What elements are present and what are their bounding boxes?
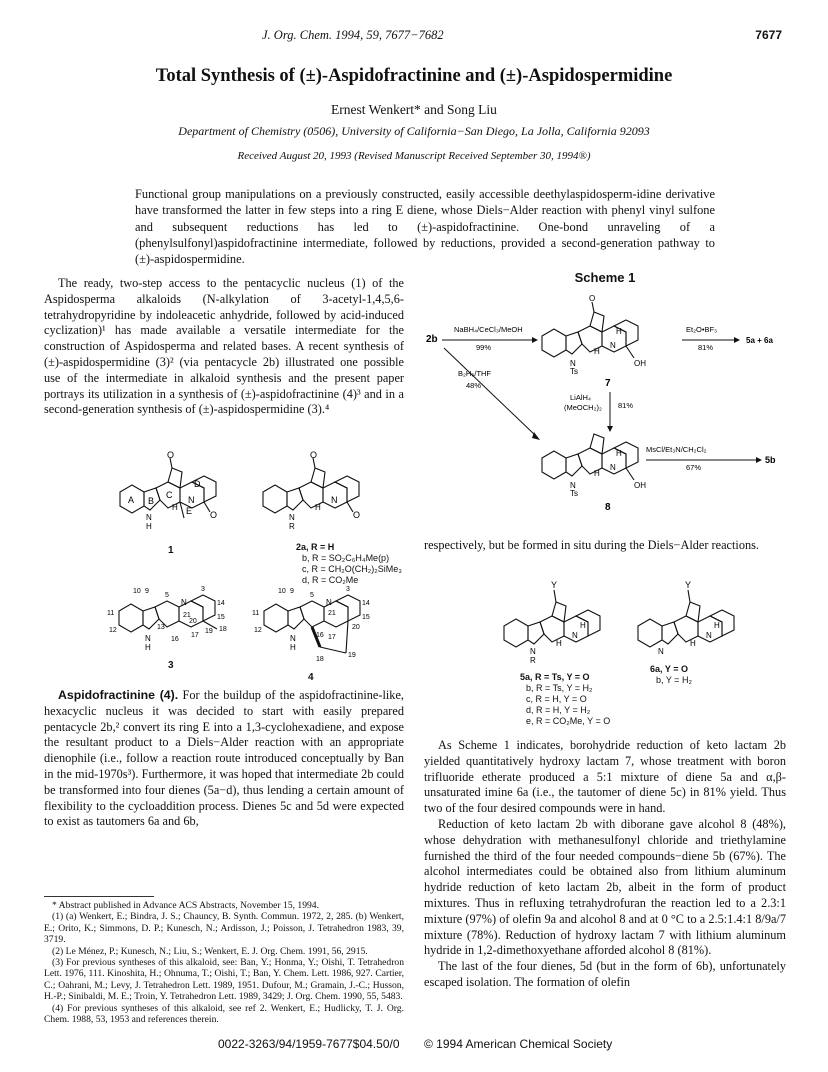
scheme-title: Scheme 1	[574, 270, 636, 285]
arrow4-reagent-2: (MeOCH₂)₂	[564, 403, 602, 412]
svg-text:18: 18	[219, 626, 227, 633]
svg-text:21: 21	[328, 610, 336, 617]
svg-text:N: N	[572, 631, 578, 640]
svg-text:R: R	[289, 522, 295, 531]
footnote-2: (2) Le Ménez, P.; Kunesch, N.; Liu, S.; Wenkert, E. J. Org. Chem. 1991, 56, 2915.	[52, 945, 368, 957]
label-compound-5: 5a, R = Ts, Y = O	[520, 672, 590, 682]
structure-2	[255, 452, 375, 542]
variant-2b: b, R = SO₂C₆H₄Me(p)	[302, 553, 390, 563]
arrow2-product: 5a + 6a	[746, 336, 773, 345]
svg-text:N: N	[146, 513, 152, 522]
svg-text:H: H	[172, 503, 178, 512]
svg-text:N: N	[290, 634, 296, 643]
arrow2-yield: 81%	[698, 343, 714, 352]
structure-3	[105, 585, 245, 660]
label-compound-3: 3	[168, 660, 174, 671]
svg-text:16: 16	[316, 632, 324, 639]
variant-5e: e, R = CO₂Me, Y = O	[526, 716, 611, 726]
svg-text:O: O	[589, 294, 596, 303]
label-compound-7: 7	[605, 378, 611, 389]
svg-text:16: 16	[171, 636, 179, 643]
svg-text:18: 18	[316, 656, 324, 663]
compound-6-variants	[650, 664, 750, 686]
oh-8: OH	[634, 481, 646, 490]
svg-text:N: N	[570, 359, 576, 368]
svg-text:Y: Y	[685, 580, 692, 590]
aspidofractinine-section	[44, 688, 404, 830]
structure-5	[498, 582, 608, 672]
arrow1-reagent: NaBH₄/CeCl₃/MeOH	[454, 325, 523, 334]
svg-text:A: A	[128, 495, 135, 505]
svg-text:N: N	[145, 634, 151, 643]
svg-text:E: E	[186, 506, 193, 516]
svg-text:20: 20	[189, 618, 197, 625]
svg-text:N: N	[188, 495, 195, 505]
structure-8	[542, 434, 638, 480]
arrow4-yield: 81%	[618, 401, 634, 410]
received-dates: Received August 20, 1993 (Revised Manuscript Received September 30, 1994®)	[237, 150, 591, 162]
intro-paragraph	[44, 276, 404, 418]
svg-text:21: 21	[183, 612, 191, 619]
svg-text:N: N	[610, 341, 616, 350]
svg-text:3: 3	[201, 586, 205, 593]
svg-text:C: C	[166, 490, 173, 500]
footnote-3: (3) For previous syntheses of this alkaloid, see: Ban, Y.; Honma, Y.; Oishi, T. Tetrahedron Lett. 1976, 111. Kinoshita, H.; Ohnuma, T.; Oishi, T.; Ban, Y. Chem. Lett. 1986, 927. Cartier, C.; Oahrani, M.; Levy, J. Tetrahedron Lett. 1989, 1951. Dufour, M.; Gramain, J.-C.; Husson, H.-P.; Sinibaldi, M. E.; Troin, Y. Tetrahedron Lett. 1989, 3429; J. Org. Chem. 1990, 55, 5483.	[44, 957, 404, 1003]
svg-text:17: 17	[191, 632, 199, 639]
svg-text:N: N	[530, 647, 536, 656]
svg-text:N: N	[658, 647, 664, 656]
svg-text:12: 12	[109, 627, 117, 634]
copyright: © 1994 American Chemical Society	[424, 1037, 613, 1051]
svg-text:12: 12	[254, 627, 262, 634]
svg-text:19: 19	[205, 628, 213, 635]
svg-text:H: H	[616, 327, 622, 336]
svg-text:20: 20	[352, 624, 360, 631]
svg-text:N: N	[181, 598, 187, 607]
svg-text:5: 5	[165, 592, 169, 599]
svg-text:10: 10	[133, 588, 141, 595]
svg-text:H: H	[145, 643, 151, 652]
compound-2-variants	[296, 542, 406, 586]
intro-text: The ready, two-step access to the pentacyclic nucleus (1) of the Aspidosperma alkaloids (N-alkylation of 3-acetyl-1,4,5,6-tetrahydropyridine by indoleacetic anhydride, followed by acid-induced cyclization)¹ has made available a versatile intermediate for the construction of Aspidosperma and related bases. A recent synthesis of (±)-aspidospermidine (3)² (via pentacycle 2b) illustrated one possible use of the intermediate in alkaloid synthesis and the present paper portrays its utilization in a synthesis of (±)-aspidofractinine (4)³ and in a second-generation synthesis of (±)-aspidospermidine (3).⁴	[44, 276, 404, 417]
footnote-1: (1) (a) Wenkert, E.; Bindra, J. S.; Chauncy, B. Synth. Commun. 1972, 2, 285. (b) Wenkert, E.; Orito, K.; Simmons, D. P.; Kunesch, N.; Ardisson, J.; Poisson, J. Tetrahedron 1983, 39, 3719.	[44, 911, 404, 946]
svg-text:11: 11	[107, 610, 115, 617]
variant-5c: c, R = H, Y = O	[526, 694, 587, 704]
svg-text:H: H	[594, 469, 600, 478]
svg-text:H: H	[146, 522, 152, 531]
svg-text:N: N	[610, 463, 616, 472]
svg-text:11: 11	[252, 610, 260, 617]
svg-text:O: O	[310, 450, 318, 460]
svg-text:10: 10	[278, 588, 286, 595]
journal-citation: J. Org. Chem. 1994, 59, 7677−7682	[262, 28, 444, 42]
svg-text:H: H	[714, 621, 720, 630]
svg-text:3: 3	[346, 586, 350, 593]
svg-text:19: 19	[348, 652, 356, 659]
paragraph-last-diene: The last of the four dienes, 5d (but in the form of 6b), unfortunately escaped isolation. The formation of olefin	[424, 959, 786, 989]
svg-text:H: H	[315, 503, 321, 512]
svg-text:R: R	[530, 656, 536, 665]
svg-text:O: O	[353, 510, 361, 520]
structure-6	[632, 582, 742, 662]
paragraph-reduction: Reduction of keto lactam 2b with diborane gave alcohol 8 (48%), whose dehydration with methanesulfonyl chloride and triethylamine furnished the third of the four needed compounds−diene 5b (67%). The alcohol intermediates could be obtained also from lithium aluminum hydride reduction of keto lactam 2b, albeit in the form of product mixtures. Thus in refluxing tetrahydrofuran the reaction led to a 2.3:1 mixture (97%) of olefin 9a and alcohol 8 and at 0 °C to a 2.5:1.4:1 8/9a/7 mixture (78%). Reduction of hydroxy lactam 7 with lithium aluminum hydride in 1,2-dimethoxyethane afforded alcohol 8 (81%).	[424, 816, 786, 958]
variant-6b: b, Y = H₂	[656, 675, 692, 685]
svg-text:13: 13	[157, 624, 165, 631]
svg-text:B: B	[148, 496, 155, 506]
svg-text:14: 14	[362, 600, 370, 607]
arrow5-reagent: MsCl/Et₃N/CH₂Cl₂	[646, 445, 707, 454]
label-compound-4: 4	[308, 672, 314, 683]
variant-5b: b, R = Ts, Y = H₂	[526, 683, 593, 693]
svg-text:N: N	[289, 513, 295, 522]
arrow1-yield: 99%	[476, 343, 492, 352]
svg-text:17: 17	[328, 634, 336, 641]
section-body: For the buildup of the aspidofractinine-like, hexacyclic nucleus it was decided to start with easily prepared pentacycle 2b,² convert its ring E into a 1,3-cyclohexadiene, and expose the resultant product to a Diels−Alder reaction with an appropriate dienophile (i.e., follow a reaction route introduced conceptually by Ban in the mid-1970s³). Furthermore, it was hoped that intermediate 2b could be transformed into four dienes (5a−d), thus lending a certain amount of flexibility to the cycloaddition process. Dienes 5c and 5d were expected to exist as tautomers 6a and 6b,	[44, 688, 404, 829]
abstract: Functional group manipulations on a previously constructed, easily accessible deethylaspidosperm-idine derivative have transformed the latter in few steps into a ring E diene, whose Diels−Alder reaction with phenyl vinyl sulfone and subsequent reductions has led to (±)-aspidofractinine. One-bond unraveling of a (phenylsulfonyl)aspidofractinine intermediate, followed by reductions, provided a second-generation pathway to (±)-aspidospermidine.	[135, 187, 715, 267]
oh-7: OH	[634, 359, 646, 368]
ts-8: Ts	[570, 489, 578, 498]
arrow4-reagent-1: LiAlH₄	[570, 393, 591, 402]
footnotes	[44, 900, 404, 1025]
footnote-4: (4) For previous syntheses of this alkaloid, see ref 2. Wenkert, E.; Hudlicky, T. J. Org. Chem. 1988, 53, 1953 and references therein.	[44, 1002, 404, 1026]
section-heading: Aspidofractinine (4).	[58, 688, 179, 702]
label-compound-8: 8	[605, 502, 611, 513]
arrow3-yield: 48%	[466, 381, 482, 390]
variant-2c: c, R = CH₂O(CH₂)₂SiMe₃	[302, 564, 402, 574]
svg-text:H: H	[616, 449, 622, 458]
svg-text:H: H	[556, 639, 562, 648]
arrow3-reagent: B₂H₆/THF	[458, 369, 492, 378]
variant-5d: d, R = H, Y = H₂	[526, 705, 591, 715]
right-column-body	[424, 738, 786, 991]
svg-text:Y: Y	[551, 580, 558, 590]
label-compound-1: 1	[168, 545, 174, 556]
scheme-start: 2b	[426, 334, 438, 345]
svg-text:N: N	[706, 631, 712, 640]
svg-text:9: 9	[145, 588, 149, 595]
svg-text:5: 5	[310, 592, 314, 599]
svg-text:15: 15	[362, 614, 370, 621]
svg-text:D: D	[194, 479, 201, 489]
svg-text:O: O	[167, 450, 175, 460]
footnote-star: * Abstract published in Advance ACS Abstracts, November 15, 1994.	[52, 900, 319, 911]
authors: Ernest Wenkert* and Song Liu	[331, 102, 497, 117]
variant-2d: d, R = CO₂Me	[302, 575, 359, 585]
structure-4	[250, 585, 390, 675]
svg-text:9: 9	[290, 588, 294, 595]
footnote-rule	[44, 896, 154, 897]
scheme-1	[424, 288, 786, 528]
article-code: 0022-3263/94/1959-7677$04.50/0	[218, 1037, 400, 1051]
svg-text:N: N	[570, 481, 576, 490]
svg-text:N: N	[326, 598, 332, 607]
page-number: 7677	[755, 28, 782, 42]
svg-text:15: 15	[217, 614, 225, 621]
label-compound-2: 2a, R = H	[296, 542, 335, 552]
ts-7: Ts	[570, 367, 578, 376]
continuation-text: respectively, but be formed in situ during the Diels−Alder reactions.	[424, 538, 759, 552]
compound-5-variants	[520, 672, 640, 727]
right-continuation	[424, 538, 786, 554]
svg-text:H: H	[690, 639, 696, 648]
svg-text:H: H	[580, 621, 586, 630]
arrow2-reagent: Et₂O•BF₃	[686, 325, 718, 334]
structure-7	[542, 302, 638, 358]
label-compound-6: 6a, Y = O	[650, 664, 688, 674]
svg-text:14: 14	[217, 600, 225, 607]
arrow5-product: 5b	[765, 455, 776, 465]
svg-text:N: N	[331, 495, 338, 505]
article-title: Total Synthesis of (±)-Aspidofractinine and (±)-Aspidospermidine	[155, 66, 673, 86]
svg-text:H: H	[290, 643, 296, 652]
running-header	[0, 28, 828, 48]
affiliation: Department of Chemistry (0506), University of California−San Diego, La Jolla, California 92093	[178, 124, 650, 138]
svg-text:H: H	[594, 347, 600, 356]
paragraph-scheme: As Scheme 1 indicates, borohydride reduction of keto lactam 2b yielded quantitatively hydroxy lactam 7, whose treatment with boron trifluoride etherate produced a 5:1 mixture of diene 5a and α,β-unsaturated imine 6a (i.e., the tautomer of diene 5c) in 81% yield. Thus two of the four desired compounds were in hand.	[424, 738, 786, 816]
arrow5-yield: 67%	[686, 463, 702, 472]
svg-text:O: O	[210, 510, 218, 520]
structure-1	[110, 452, 240, 542]
